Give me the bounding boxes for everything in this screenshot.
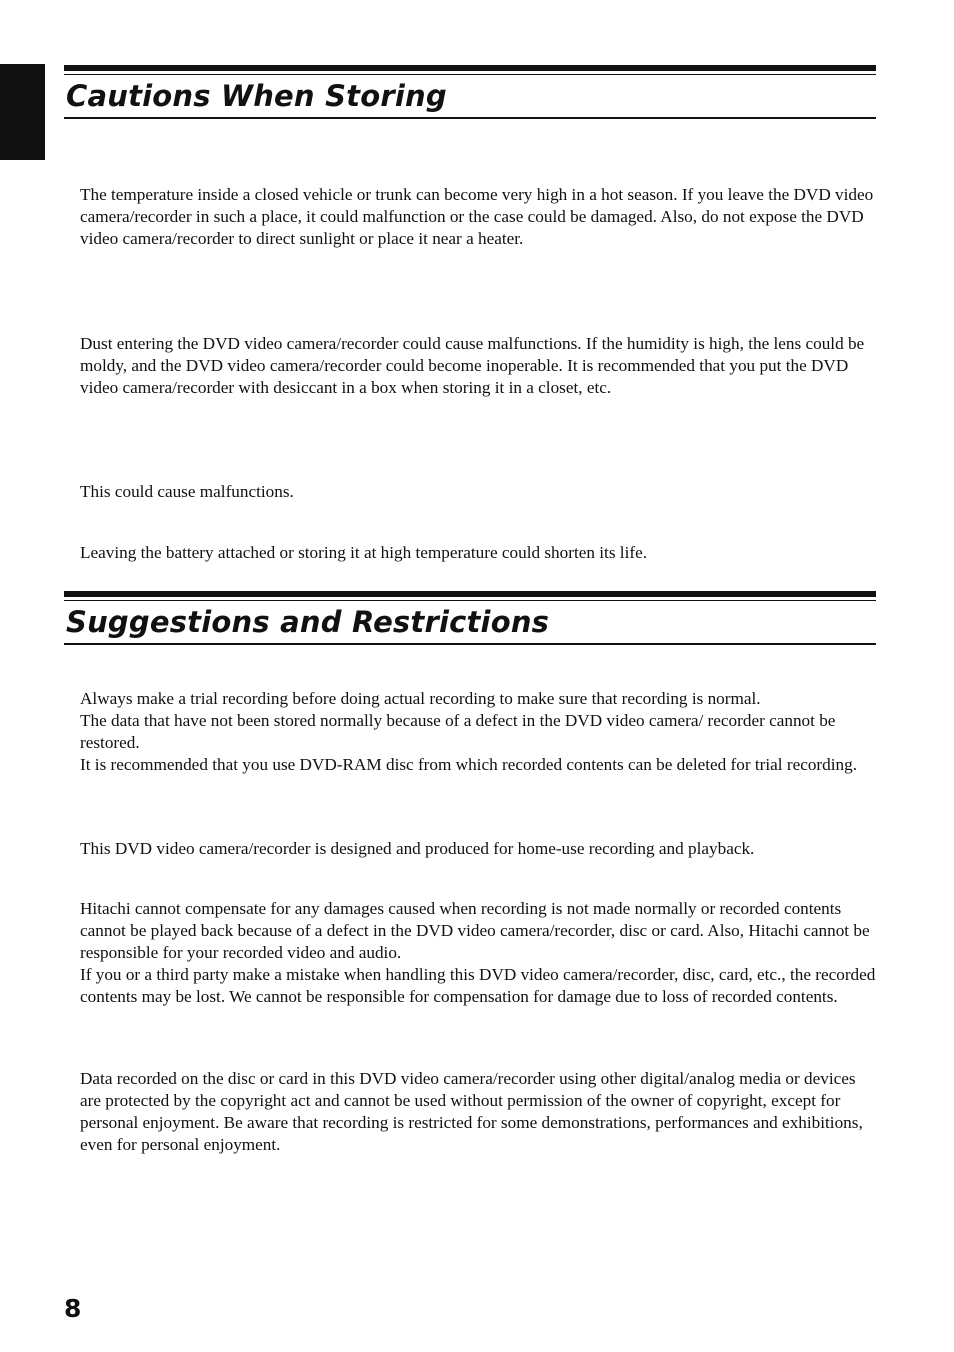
paragraph: Leaving the battery attached or storing it at high temperature could shorten its life. bbox=[80, 543, 648, 562]
section-header-suggestions bbox=[64, 591, 876, 645]
heading-rule-top bbox=[64, 65, 876, 71]
paragraph: Dust entering the DVD video camera/recorder could cause malfunctions. If the humidity is high, the lens could be moldy, and the DVD video camera/recorder could become inoperable. It is recommended that you put the DVD video camera/recorder with desiccant in a box when storing it in a closet, etc. bbox=[80, 334, 865, 397]
section-tab-marker bbox=[0, 64, 45, 160]
section-title: Suggestions and Restrictions bbox=[66, 605, 550, 639]
heading-rule-top bbox=[64, 591, 876, 597]
paragraph: This DVD video camera/recorder is designed and produced for home-use recording and playback. bbox=[80, 839, 755, 858]
paragraph: Data recorded on the disc or card in this DVD video camera/recorder using other digital/analog media or devices are protected by the copyright act and cannot be used without permission of the owner of copyright, except for personal enjoyment. Be aware that recording is restricted for some demonstrations, performances and exhibitions, even for personal enjoyment. bbox=[80, 1069, 863, 1154]
paragraph: This could cause malfunctions. bbox=[80, 482, 294, 501]
page-number: 8 bbox=[64, 1294, 82, 1323]
paragraph: The temperature inside a closed vehicle or trunk can become very high in a hot season. If you leave the DVD video camera/recorder in such a place, it could malfunction or the case could be damaged. Also, do not expose the DVD video camera/recorder to direct sunlight or place it near a heater. bbox=[80, 185, 874, 248]
heading-rule-bottom bbox=[64, 643, 876, 645]
heading-rule-bottom bbox=[64, 117, 876, 119]
paragraph: Always make a trial recording before doing actual recording to make sure that recording is normal. The data that have not been stored normally because of a defect in the DVD video camera/ recorder cannot be restored. It is recommended that you use DVD-RAM disc from which recorded contents can be deleted for trial recording. bbox=[80, 689, 858, 774]
section-title: Cautions When Storing bbox=[66, 79, 447, 113]
paragraph: Hitachi cannot compensate for any damages caused when recording is not made normally or recorded contents cannot be played back because of a defect in the DVD video camera/recorder, disc or card. Also, Hitachi cannot be responsible for your recorded video and audio. If you or a third party make a mistake when handling this DVD video camera/recorder, disc, card, etc., the recorded contents may be lost. We cannot be responsible for compensation for damage due to loss of recorded contents. bbox=[80, 899, 876, 1006]
section-header-cautions bbox=[64, 65, 876, 119]
